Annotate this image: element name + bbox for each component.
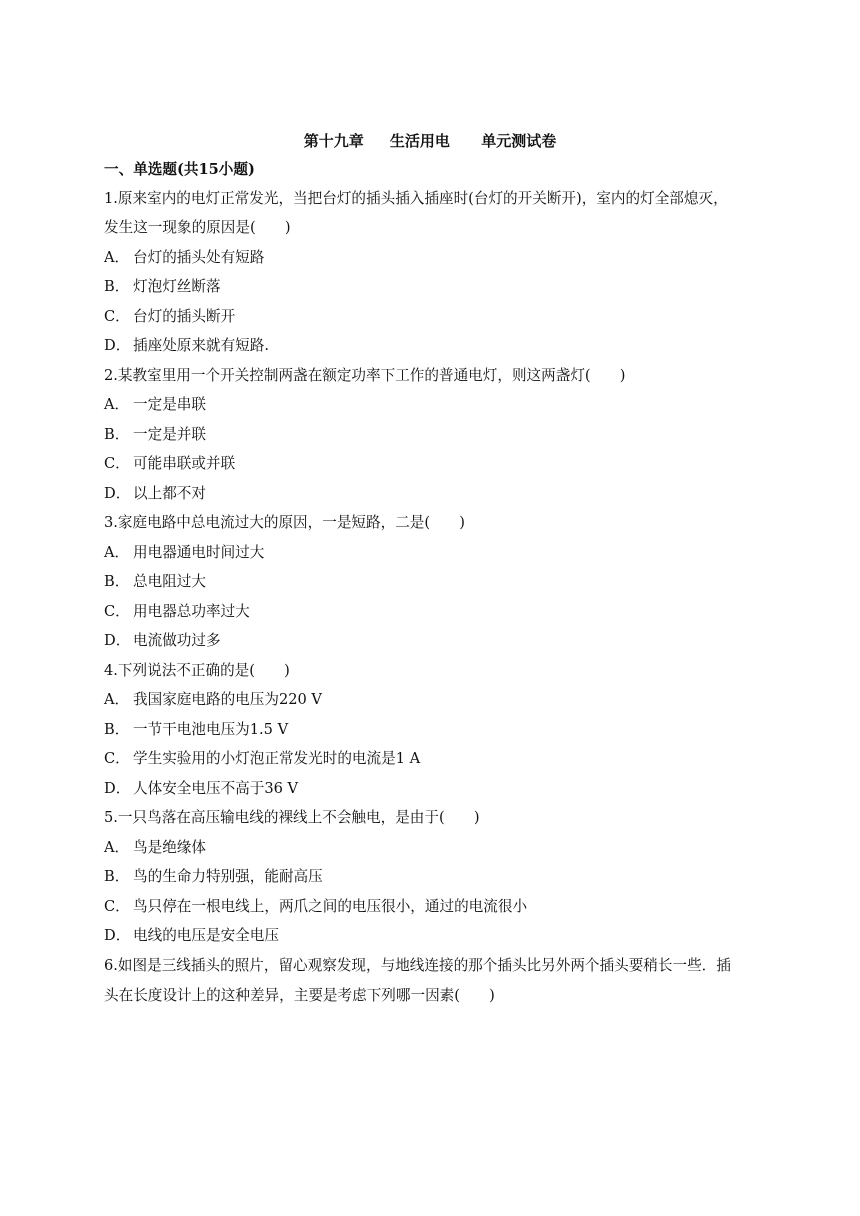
option-text: 总电阻过大: [133, 573, 206, 590]
option-letter: A．: [104, 544, 130, 561]
option-1-c: [104, 307, 235, 327]
option-2-d: [104, 484, 206, 504]
option-letter: A．: [104, 396, 130, 413]
option-3-b: [104, 572, 206, 592]
option-1-a: [104, 248, 264, 268]
option-text: 用电器通电时间过大: [133, 544, 265, 561]
option-4-c: [104, 749, 420, 769]
question-1-line-1: 1.原来室内的电灯正常发光，当把台灯的插头插入插座时(台灯的开关断开)，室内的灯全部熄灭，: [104, 190, 728, 207]
option-1-b: [104, 277, 221, 297]
question-6-line-2: 头在长度设计上的这种差异，主要是考虑下列哪一因素( ): [104, 987, 495, 1004]
option-letter: B．: [104, 868, 130, 885]
option-letter: B．: [104, 721, 130, 738]
option-text: 插座处原来就有短路.: [133, 337, 269, 354]
option-5-b: [104, 867, 323, 887]
option-2-b: [104, 425, 206, 445]
option-text: 人体安全电压不高于36 V: [133, 780, 299, 797]
question-1-line-2: 发生这一现象的原因是( ): [104, 219, 291, 236]
option-text: 可能串联或并联: [133, 455, 236, 472]
option-4-b: [104, 720, 288, 740]
option-letter: C．: [104, 750, 130, 767]
option-letter: B．: [104, 426, 130, 443]
option-letter: A．: [104, 691, 130, 708]
option-text: 一定是并联: [133, 426, 206, 443]
option-5-a: [104, 838, 206, 858]
option-text: 灯泡灯丝断落: [133, 278, 221, 295]
option-letter: C．: [104, 603, 130, 620]
option-letter: D．: [104, 485, 131, 502]
section-heading: 一、单选题(共15小题): [104, 161, 255, 178]
option-text: 台灯的插头处有短路: [133, 249, 265, 266]
question-3-line-1: 3.家庭电路中总电流过大的原因，一是短路，二是( ): [104, 514, 465, 531]
option-letter: C．: [104, 898, 130, 915]
option-3-c: [104, 602, 250, 622]
option-letter: B．: [104, 278, 130, 295]
option-text: 以上都不对: [133, 485, 206, 502]
option-text: 学生实验用的小灯泡正常发光时的电流是1 A: [133, 750, 421, 767]
question-5-line-1: 5.一只鸟落在高压输电线的裸线上不会触电，是由于( ): [104, 809, 480, 826]
option-5-c: [104, 897, 527, 917]
question-2-line-1: 2.某教室里用一个开关控制两盏在额定功率下工作的普通电灯，则这两盏灯( ): [104, 367, 626, 384]
option-5-d: [104, 926, 279, 946]
question-6-line-1: 6.如图是三线插头的照片，留心观察发现，与地线连接的那个插头比另外两个插头要稍长一些．插: [104, 957, 731, 974]
option-text: 电流做功过多: [133, 632, 221, 649]
page-title: 第十九章 生活用电 单元测试卷: [303, 132, 557, 150]
option-letter: C．: [104, 455, 130, 472]
option-4-d: [104, 779, 298, 799]
option-text: 用电器总功率过大: [133, 603, 250, 620]
option-text: 电线的电压是安全电压: [133, 927, 279, 944]
option-text: 鸟只停在一根电线上，两爪之间的电压很小，通过的电流很小: [133, 898, 528, 915]
option-letter: D．: [104, 780, 131, 797]
option-letter: C．: [104, 308, 130, 325]
option-3-a: [104, 543, 264, 563]
option-4-a: [104, 690, 322, 710]
option-letter: D．: [104, 632, 131, 649]
option-letter: B．: [104, 573, 130, 590]
option-letter: A．: [104, 839, 130, 856]
option-text: 一节干电池电压为1.5 V: [133, 721, 289, 738]
option-letter: D．: [104, 337, 131, 354]
question-4-line-1: 4.下列说法不正确的是( ): [104, 662, 290, 679]
option-letter: D．: [104, 927, 131, 944]
option-3-d: [104, 631, 221, 651]
option-2-a: [104, 395, 206, 415]
option-2-c: [104, 454, 235, 474]
option-text: 鸟是绝缘体: [133, 839, 206, 856]
option-1-d: [104, 336, 269, 356]
option-text: 我国家庭电路的电压为220 V: [133, 691, 322, 708]
option-letter: A．: [104, 249, 130, 266]
option-text: 鸟的生命力特别强，能耐高压: [133, 868, 323, 885]
option-text: 台灯的插头断开: [133, 308, 236, 325]
option-text: 一定是串联: [133, 396, 206, 413]
